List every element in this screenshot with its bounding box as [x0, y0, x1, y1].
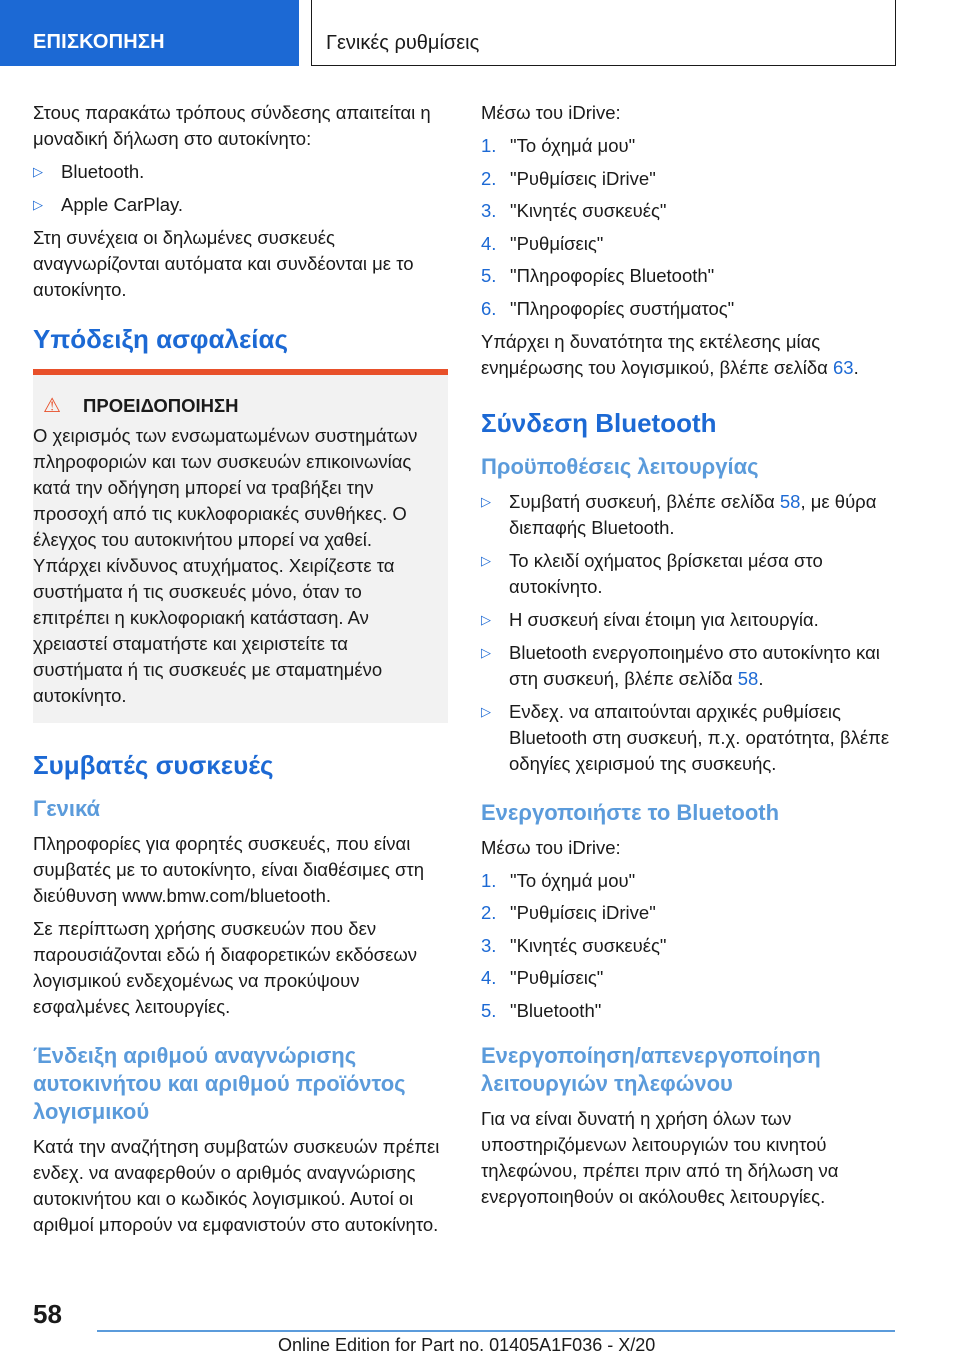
list-item: 1. "Το όχημά μου": [481, 869, 636, 891]
general-text-2: Σε περίπτωση χρήσης συσκευών που δεν παρουσιάζονται εδώ ή διαφορετικών εκδόσεων λογισμικού ενδεχομένως να προκύψουν εσφαλμένες λειτουργίες.: [33, 918, 418, 1017]
list-item: ▷ Συμβατή συσκευή, βλέπε σελίδα 58, με θύρα διεπαφής Bluetooth.: [481, 490, 877, 538]
triangle-bullet-icon: ▷: [481, 552, 491, 568]
edition-footer: Online Edition for Part no. 01405A1F036 - X/20: [278, 1335, 656, 1355]
list-item: 5. "Bluetooth": [481, 999, 602, 1021]
after-list-text: Στη συνέχεια οι δηλωμένες συσκευές αναγνωρίζονται αυτόματα και συνδέονται με το αυτοκίνητο.: [33, 227, 414, 300]
steps-list-2: [481, 868, 896, 1024]
prerequisites-list: [481, 489, 896, 777]
list-item: ▷ Το κλειδί οχήματος βρίσκεται μέσα στο αυτοκίνητο.: [481, 549, 823, 597]
footer-divider: [97, 1330, 895, 1332]
list-item: ▷ Bluetooth ενεργοποιημένο στο αυτοκίνητο και στη συσκευή, βλέπε σελίδα 58.: [481, 641, 880, 689]
list-item: 6. "Πληροφορίες συστήματος": [481, 297, 735, 319]
triangle-bullet-icon: ▷: [481, 703, 491, 719]
list-item: ▷ Apple CarPlay.: [33, 192, 448, 218]
list-item: ▷ Bluetooth.: [33, 159, 448, 185]
warning-title: ΠΡΟΕΙΔΟΠΟΙΗΣΗ: [83, 395, 239, 416]
warning-box: [33, 369, 448, 723]
safety-heading: Υπόδειξη ασφαλείας: [33, 324, 289, 354]
steps-list-1: [481, 133, 896, 322]
page-number: 58: [33, 1299, 62, 1329]
general-heading: Γενικά: [33, 796, 101, 821]
warning-header: [33, 393, 434, 419]
chapter-title: Γενικές ρυθμίσεις: [311, 0, 896, 66]
triangle-bullet-icon: ▷: [481, 611, 491, 627]
left-column: [33, 100, 448, 1245]
page-header: [0, 0, 960, 66]
bluetooth-connection-heading: Σύνδεση Bluetooth: [481, 407, 717, 438]
right-column: [481, 100, 896, 1217]
intro-text: Στους παρακάτω τρόπους σύνδεσης απαιτείται η μοναδική δήλωση στο αυτοκίνητο:: [33, 102, 431, 149]
warning-text: Ο χειρισμός των ενσωματωμένων συστημάτων πληροφοριών και των συσκευών επικοινωνίας κατά την οδήγηση μπορεί να τραβήξει την προσοχή από τις κυκλοφοριακές συνθήκες. Ο έλεγχος του αυτοκινήτου μπορεί να χαθεί. Υπάρχει κίνδυνος ατυχήματος. Χειρίζεστε τα συστήματα ή τις συσκευές μόνο, όταν το επιτρέπει η κυκλοφοριακή κατάσταση. Αν χρειαστεί σταματήστε και χειριστείτε τα συστήματα ή τις συσκευές με σταματημένο αυτοκίνητο.: [33, 425, 418, 706]
page-link-58[interactable]: 58: [737, 667, 759, 689]
triangle-bullet-icon: ▷: [481, 644, 491, 660]
triangle-bullet-icon: ▷: [33, 197, 43, 212]
warning-triangle-icon: ⚠: [43, 395, 61, 417]
id-number-text: Κατά την αναζήτηση συμβατών συσκευών πρέπει ενδεχ. να αναφερθούν ο αριθμός αναγνώρισης αυτοκινήτου και ο κωδικός λογισμικού. Αυτοί οι αριθμοί μπορούν να εμφανιστούν στο αυτοκίνητο.: [33, 1136, 440, 1235]
list-item: 3. "Κινητές συσκευές": [481, 934, 667, 956]
phone-functions-heading: Ενεργοποίηση/απενεργοποίηση λειτουργιών τηλεφώνου: [481, 1042, 821, 1096]
connection-list: [33, 159, 448, 218]
section-tab[interactable]: ΕΠΙΣΚΟΠΗΣΗ: [0, 0, 299, 66]
activate-bluetooth-heading: Ενεργοποιήστε το Bluetooth: [481, 799, 780, 825]
list-item: 4. "Ρυθμίσεις": [481, 232, 604, 254]
phone-functions-text: Για να είναι δυνατή η χρήση όλων των υποστηριζόμενων λειτουργιών του κινητού τηλεφώνου, πρέπει πριν από τη δήλωση να ενεργοποιηθούν οι ακόλουθες λειτουργίες.: [481, 1107, 839, 1207]
list-item: 5. "Πληροφορίες Bluetooth": [481, 265, 715, 286]
via-idrive-label: Μέσω του iDrive:: [481, 836, 621, 858]
prerequisites-heading: Προϋποθέσεις λειτουργίας: [481, 453, 759, 479]
triangle-bullet-icon: ▷: [33, 164, 43, 179]
list-item: 4. "Ρυθμίσεις": [481, 967, 604, 988]
via-idrive-label: Μέσω του iDrive:: [481, 102, 621, 123]
list-item: ▷ Ενδεχ. να απαιτούνται αρχικές ρυθμίσεις Bluetooth στη συσκευή, π.χ. ορατότητα, βλέπε οδηγίες χειρισμού της συσκευής.: [481, 700, 890, 774]
list-item: ▷ Η συσκευή είναι έτοιμη για λειτουργία.: [481, 607, 896, 633]
general-text-1: Πληροφορίες για φορητές συσκευές, που είναι συμβατές με το αυτοκίνητο, είναι διαθέσιμες στη διεύθυνση www.bmw.com/bluetooth.: [33, 833, 425, 906]
update-text: Υπάρχει η δυνατότητα της εκτέλεσης μίας ενημέρωσης του λογισμικού, βλέπε σελίδα 63.: [481, 330, 859, 378]
triangle-bullet-icon: ▷: [481, 493, 491, 509]
compatible-devices-heading: Συμβατές συσκευές: [33, 750, 274, 780]
page-link-58[interactable]: 58: [779, 490, 801, 512]
list-item: 1. "Το όχημά μου": [481, 135, 636, 156]
list-item: 2. "Ρυθμίσεις iDrive": [481, 167, 656, 189]
page-link-63[interactable]: 63: [832, 356, 854, 378]
id-number-heading: Ένδειξη αριθμού αναγνώρισης αυτοκινήτου και αριθμού προϊόντος λογισμικού: [33, 1043, 406, 1124]
list-item: 2. "Ρυθμίσεις iDrive": [481, 902, 656, 923]
list-item: 3. "Κινητές συσκευές": [481, 200, 667, 221]
